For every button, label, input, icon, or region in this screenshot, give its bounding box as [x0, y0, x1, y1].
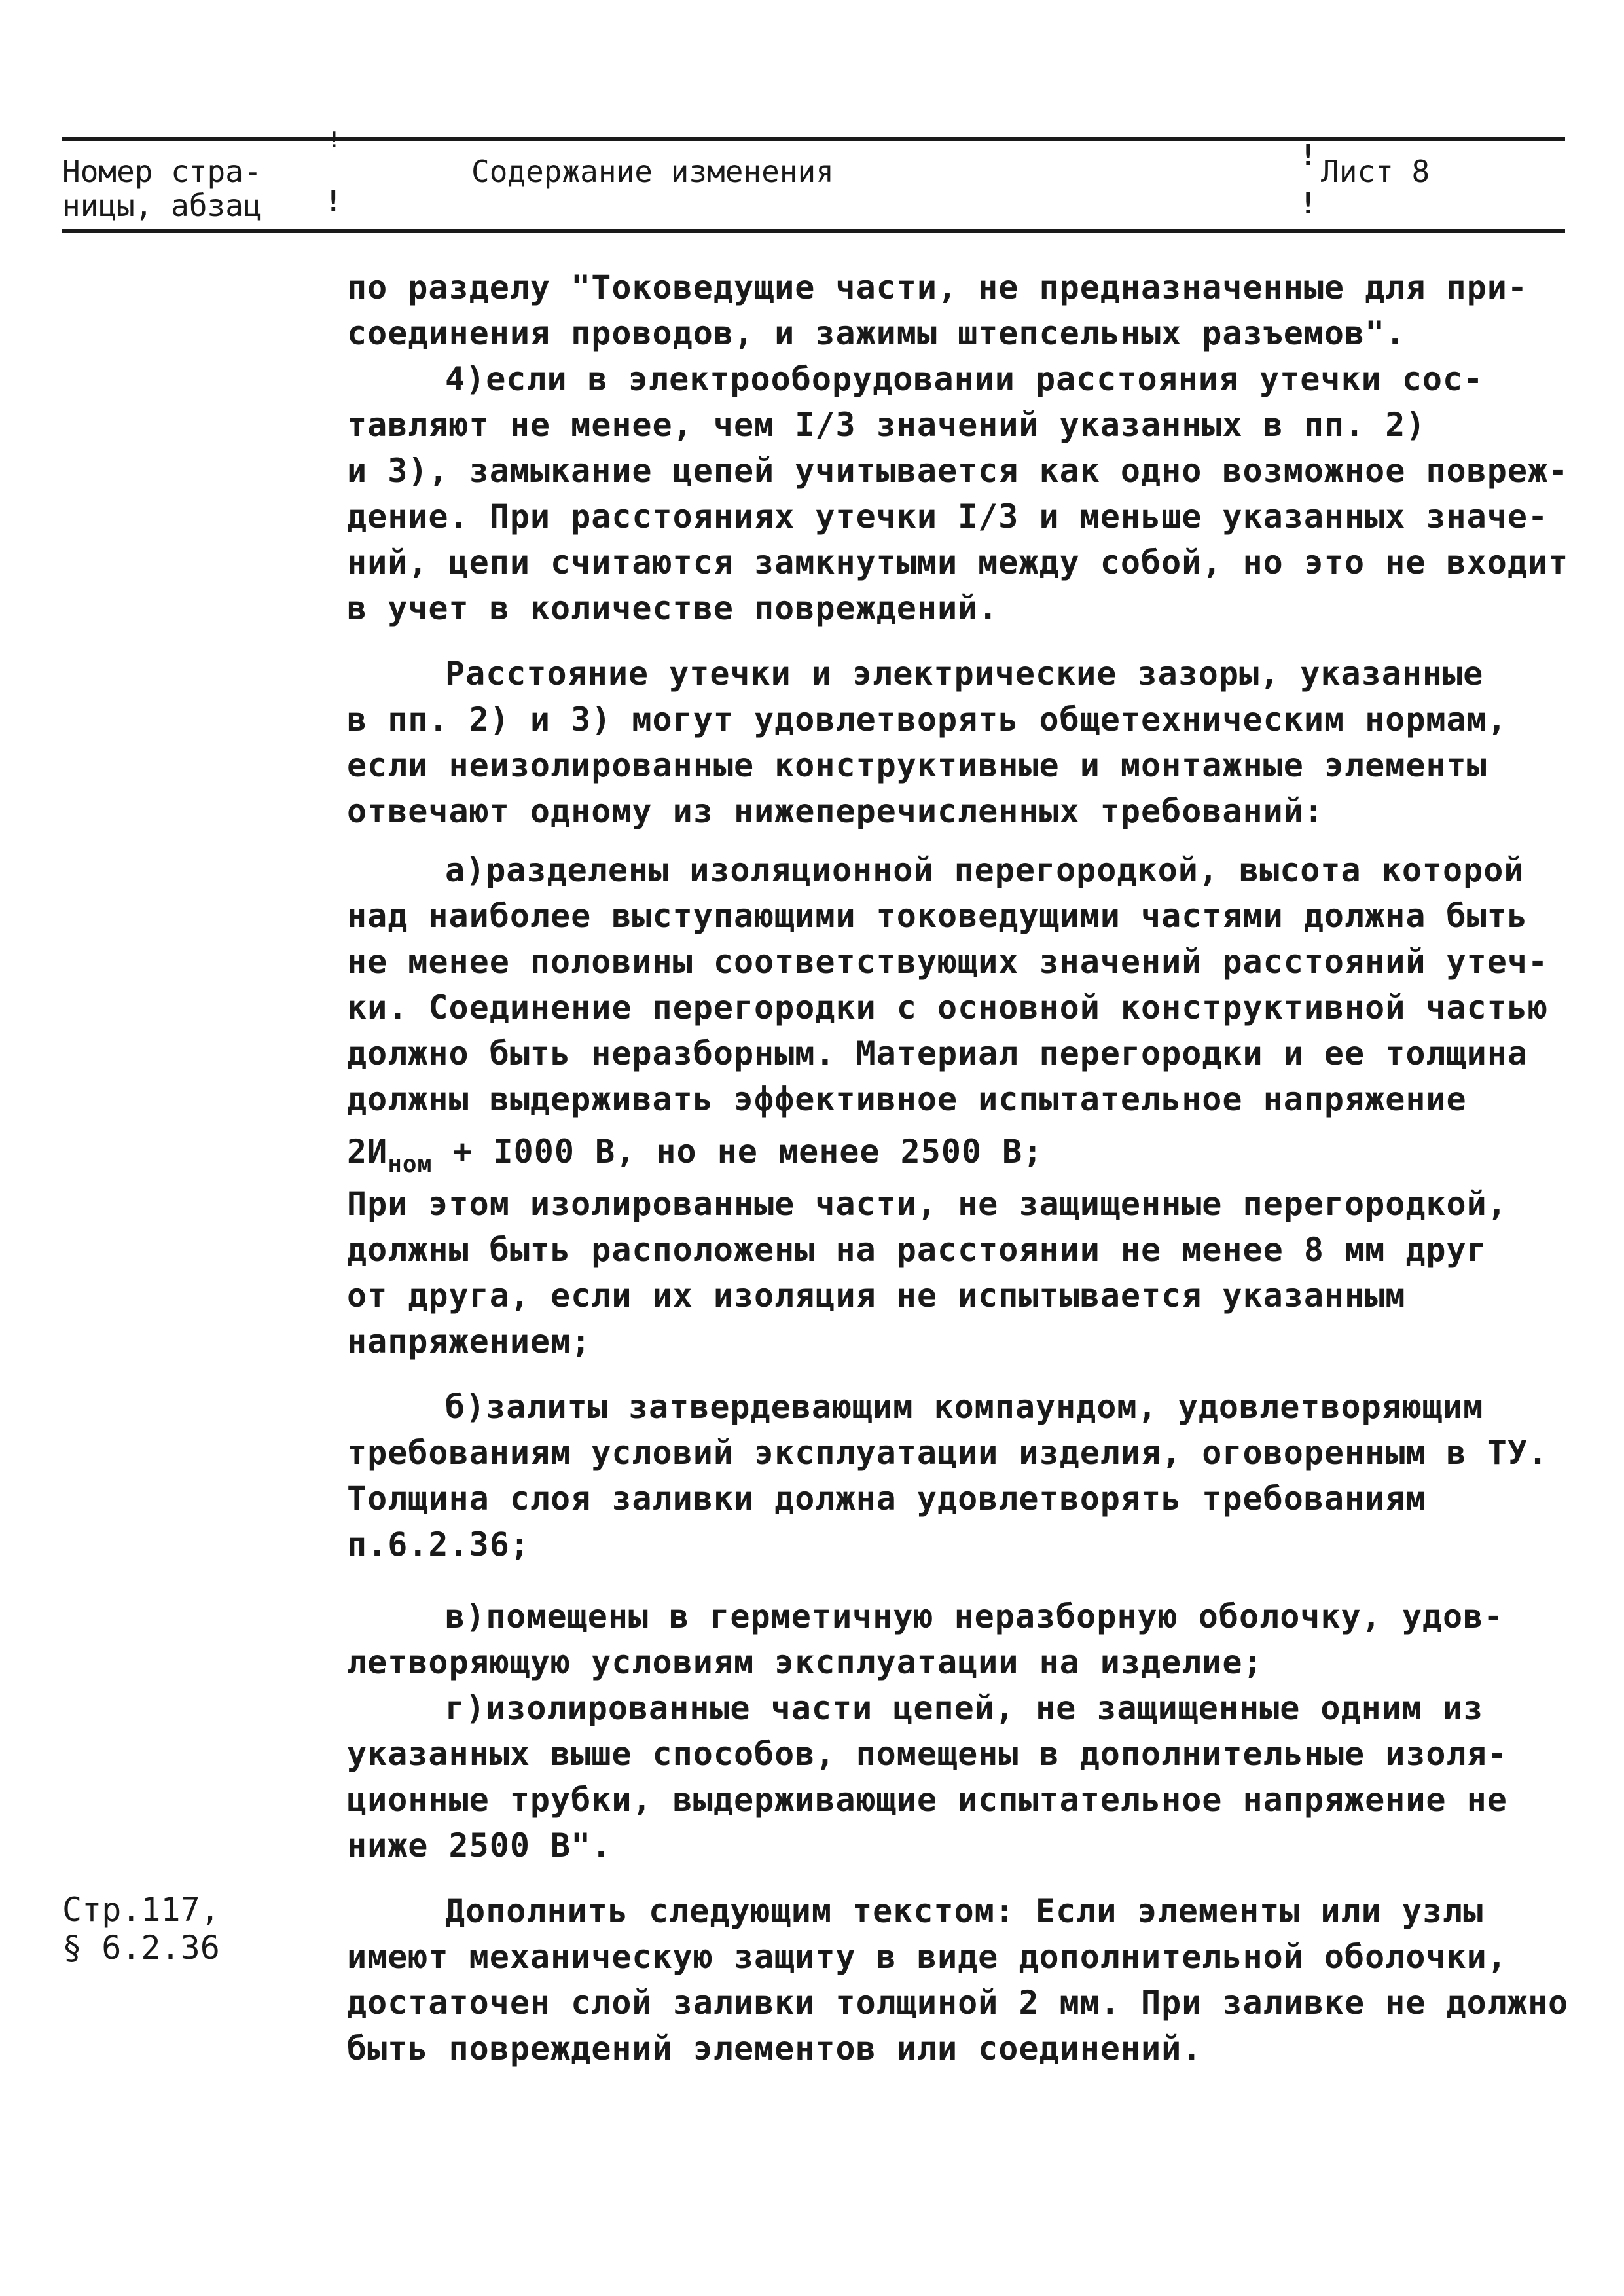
- header-top-rule: [62, 137, 1565, 141]
- text-line: г)изолированные части цепей, не защищенные одним из: [445, 1689, 1484, 1727]
- text-line: Толщина слоя заливки должна удовлетворять требованиям: [347, 1480, 1426, 1518]
- text-line: и 3), замыкание цепей учитывается как одно возможное повреж-: [347, 452, 1569, 490]
- text-line: Дополнить следующим текстом: Если элементы или узлы: [445, 1892, 1484, 1930]
- text-line: 4)если в электрооборудовании расстояния утечки сос-: [445, 360, 1484, 398]
- header-separator: !: [1299, 187, 1317, 221]
- text-line: ниже 2500 В".: [347, 1827, 612, 1865]
- text-line: б)залиты затвердевающим компаундом, удовлетворяющим: [445, 1388, 1484, 1426]
- text-line: над наиболее выступающими токоведущими частями должна быть: [347, 897, 1528, 935]
- header-separator: !: [327, 127, 341, 153]
- header-bottom-rule: [62, 229, 1565, 233]
- text-line: требованиям условий эксплуатации изделия, оговоренным в ТУ.: [347, 1434, 1549, 1472]
- text-line: в пп. 2) и 3) могут удовлетворять общетехническим нормам,: [347, 701, 1507, 738]
- text-line: должны выдерживать эффективное испытательное напряжение: [347, 1080, 1467, 1118]
- text-line: от друга, если их изоляция не испытывается указанным: [347, 1277, 1406, 1315]
- header-col-page-line1: Номер стра-: [62, 154, 262, 189]
- header-separator: !: [325, 185, 342, 218]
- formula-line: [347, 1129, 1043, 1188]
- text-line: соединения проводов, и зажимы штепсельных разъемов".: [347, 314, 1406, 352]
- text-line: а)разделены изоляционной перегородкой, высота которой: [445, 851, 1525, 889]
- text-line: быть повреждений элементов или соединений.: [347, 2030, 1202, 2068]
- text-line: ки. Соединение перегородки с основной конструктивной частью: [347, 989, 1549, 1027]
- margin-reference: § 6.2.36: [62, 1929, 220, 1967]
- formula-main: 2И: [347, 1133, 388, 1171]
- header-col-page-line2: ницы, абзац: [62, 188, 262, 223]
- text-line: должны быть расположены на расстоянии не менее 8 мм друг: [347, 1231, 1487, 1269]
- margin-reference: Стр.117,: [62, 1891, 220, 1929]
- text-line: ционные трубки, выдерживающие испытательное напряжение не: [347, 1781, 1507, 1819]
- text-line: должно быть неразборным. Материал перегородки и ее толщина: [347, 1034, 1528, 1072]
- text-line: летворяющую условиям эксплуатации на изделие;: [347, 1643, 1263, 1681]
- text-line: тавляют не менее, чем I/3 значений указанных в пп. 2): [347, 406, 1426, 444]
- text-line: достаточен слой заливки толщиной 2 мм. При заливке не должно: [347, 1984, 1569, 2022]
- text-line: в)помещены в герметичную неразборную оболочку, удов-: [445, 1597, 1504, 1635]
- formula-subscript: ном: [388, 1151, 433, 1178]
- formula-rest: + I000 В, но не менее 2500 В;: [432, 1133, 1043, 1171]
- text-line: не менее половины соответствующих значений расстояний утеч-: [347, 943, 1549, 981]
- header-col-content: Содержание изменения: [471, 154, 834, 189]
- header-separator: !: [1299, 139, 1317, 172]
- text-line: При этом изолированные части, не защищенные перегородкой,: [347, 1185, 1507, 1223]
- text-line: Расстояние утечки и электрические зазоры, указанные: [445, 655, 1484, 693]
- text-line: напряжением;: [347, 1322, 592, 1360]
- header-col-sheet: Лист 8: [1321, 154, 1430, 189]
- text-line: если неизолированные конструктивные и монтажные элементы: [347, 746, 1487, 784]
- text-line: ний, цепи считаются замкнутыми между собой, но это не входит: [347, 543, 1569, 581]
- text-line: дение. При расстояниях утечки I/3 и меньше указанных значе-: [347, 498, 1549, 536]
- text-line: указанных выше способов, помещены в дополнительные изоля-: [347, 1735, 1507, 1773]
- text-line: имеют механическую защиту в виде дополнительной оболочки,: [347, 1938, 1507, 1976]
- text-line: по разделу "Токоведущие части, не предназначенные для при-: [347, 268, 1528, 306]
- text-line: в учет в количестве повреждений.: [347, 589, 999, 627]
- text-line: п.6.2.36;: [347, 1525, 530, 1563]
- text-line: отвечают одному из нижеперечисленных требований:: [347, 792, 1324, 830]
